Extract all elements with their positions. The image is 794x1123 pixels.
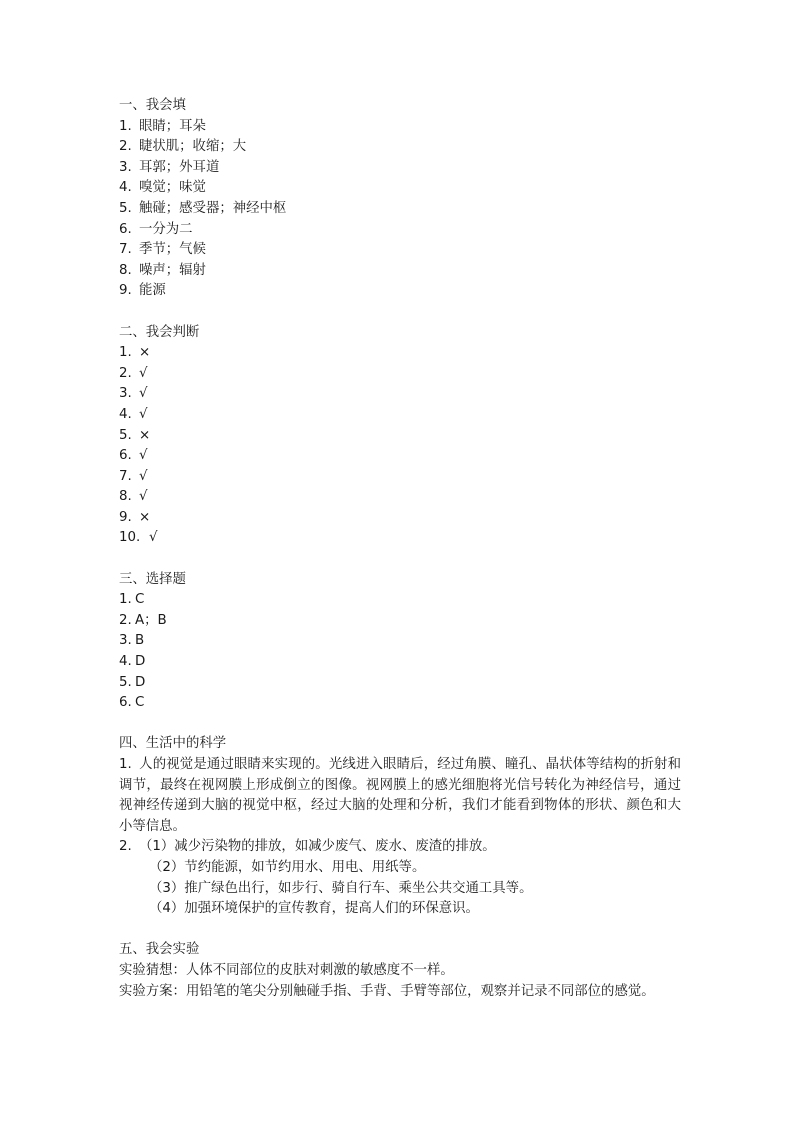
list-item: [119, 240, 681, 261]
list-item: [119, 899, 681, 920]
list-item: [119, 590, 681, 611]
item-number: 2.: [119, 839, 132, 855]
list-item: [119, 343, 681, 364]
item-mark: ×: [139, 345, 151, 361]
item-number: 2.: [119, 139, 132, 155]
list-item: [119, 487, 681, 508]
environment-measure: （4）加强环境保护的宣传教育，提高人们的环保意识。: [149, 901, 479, 917]
section-title-fill: 一、我会填: [119, 98, 186, 113]
section-title-life-science: 四、生活中的科学: [119, 736, 227, 752]
answer-document: [119, 96, 681, 1002]
environment-measure: （3）推广绿色出行，如步行、骑自行车、乘坐公共交通工具等。: [149, 880, 533, 896]
item-number: 4.: [119, 406, 132, 422]
list-item: [119, 261, 681, 282]
list-item: [119, 879, 681, 900]
item-mark: √: [139, 448, 148, 464]
list-item: [119, 384, 681, 405]
vision-answer-paragraph: [119, 755, 681, 837]
environment-measure: （2）节约能源，如节约用水、用电、用纸等。: [149, 859, 426, 875]
item-mark: √: [139, 489, 148, 505]
judge-answers-list: [119, 343, 681, 549]
choice-answers-list: [119, 590, 681, 714]
environment-measure: （1）减少污染物的排放，如减少废气、废水、废渣的排放。: [139, 839, 496, 855]
list-item: [119, 652, 681, 673]
item-number: 1.: [119, 592, 132, 608]
list-item: [119, 467, 681, 488]
item-number: 8.: [119, 489, 132, 505]
item-mark: √: [139, 468, 148, 484]
list-item: [119, 117, 681, 138]
section-spacer: [119, 549, 681, 570]
item-answer: D: [135, 674, 146, 690]
list-item: [119, 220, 681, 241]
fill-answers-list: [119, 117, 681, 302]
item-number: 6.: [119, 221, 132, 237]
item-number: 8.: [119, 262, 132, 278]
item-number: 1.: [119, 118, 132, 134]
item-answer: B: [135, 633, 145, 649]
item-mark: ×: [139, 509, 151, 525]
item-number: 5.: [119, 427, 132, 443]
vision-answer-text: 人的视觉是通过眼睛来实现的。光线进入眼睛后，经过角膜、瞳孔、晶状体等结构的折射和调节，最终在视网膜上形成倒立的图像。视网膜上的感光细胞将光信号转化为神经信号，通过视神经传递到大脑的视觉中枢，经过大脑的处理和分析，我们才能看到物体的形状、颜色和大小等信息。: [119, 757, 681, 834]
item-number: 4.: [119, 180, 132, 196]
section-spacer: [119, 920, 681, 941]
list-item: [119, 178, 681, 199]
item-number: 9.: [119, 509, 132, 525]
item-mark: √: [139, 365, 148, 381]
experiment-plan: 实验方案：用铅笔的笔尖分别触碰手指、手背、手臂等部位，观察并记录不同部位的感觉。: [119, 983, 655, 999]
item-number: 4.: [119, 654, 132, 670]
item-answer: C: [135, 695, 145, 711]
item-answer: 噪声；辐射: [139, 262, 206, 278]
item-number: 3.: [119, 159, 132, 175]
item-answer: 嗅觉；味觉: [139, 180, 206, 196]
item-answer: A；B: [135, 612, 167, 628]
list-item: [119, 405, 681, 426]
list-item: [119, 611, 681, 632]
item-answer: C: [135, 592, 145, 608]
item-answer: 睫状肌；收缩；大: [139, 139, 247, 155]
list-item: [119, 137, 681, 158]
item-number: 3.: [119, 386, 132, 402]
list-item: [119, 528, 681, 549]
list-item: [119, 858, 681, 879]
item-mark: √: [149, 530, 158, 546]
item-number: 2.: [119, 612, 132, 628]
item-number: 1.: [119, 757, 132, 772]
item-mark: √: [139, 386, 148, 402]
list-item: [119, 631, 681, 652]
list-item: [119, 426, 681, 447]
item-number: 6.: [119, 695, 132, 711]
list-item: [119, 199, 681, 220]
list-item: [119, 281, 681, 302]
item-number: 3.: [119, 633, 132, 649]
list-item: [119, 673, 681, 694]
item-answer: 耳郭；外耳道: [139, 159, 220, 175]
section-title-judge: 二、我会判断: [119, 324, 200, 340]
item-mark: ×: [139, 427, 151, 443]
item-number: 5.: [119, 674, 132, 690]
item-number: 1.: [119, 345, 132, 361]
list-item: [119, 508, 681, 529]
item-number: 7.: [119, 242, 132, 258]
item-number: 9.: [119, 283, 132, 299]
item-number: 2.: [119, 365, 132, 381]
item-answer: 一分为二: [139, 221, 193, 237]
item-number: 7.: [119, 468, 132, 484]
item-number: 10.: [119, 530, 141, 546]
section-title-experiment: 五、我会实验: [119, 942, 200, 958]
section-spacer: [119, 302, 681, 323]
item-answer: 触碰；感受器；神经中枢: [139, 200, 287, 216]
item-mark: √: [139, 406, 148, 422]
item-number: 5.: [119, 200, 132, 216]
list-item: [119, 158, 681, 179]
experiment-hypothesis: 实验猜想：人体不同部位的皮肤对刺激的敏感度不一样。: [119, 962, 454, 978]
list-item: [119, 693, 681, 714]
item-number: 6.: [119, 448, 132, 464]
list-item: [119, 446, 681, 467]
list-item: [119, 364, 681, 385]
section-spacer: [119, 714, 681, 735]
item-answer: 眼睛；耳朵: [139, 118, 206, 134]
item-answer: 能源: [139, 283, 166, 299]
list-item: [119, 837, 681, 858]
item-answer: D: [135, 654, 146, 670]
section-title-choice: 三、选择题: [119, 571, 186, 587]
item-answer: 季节；气候: [139, 242, 206, 258]
